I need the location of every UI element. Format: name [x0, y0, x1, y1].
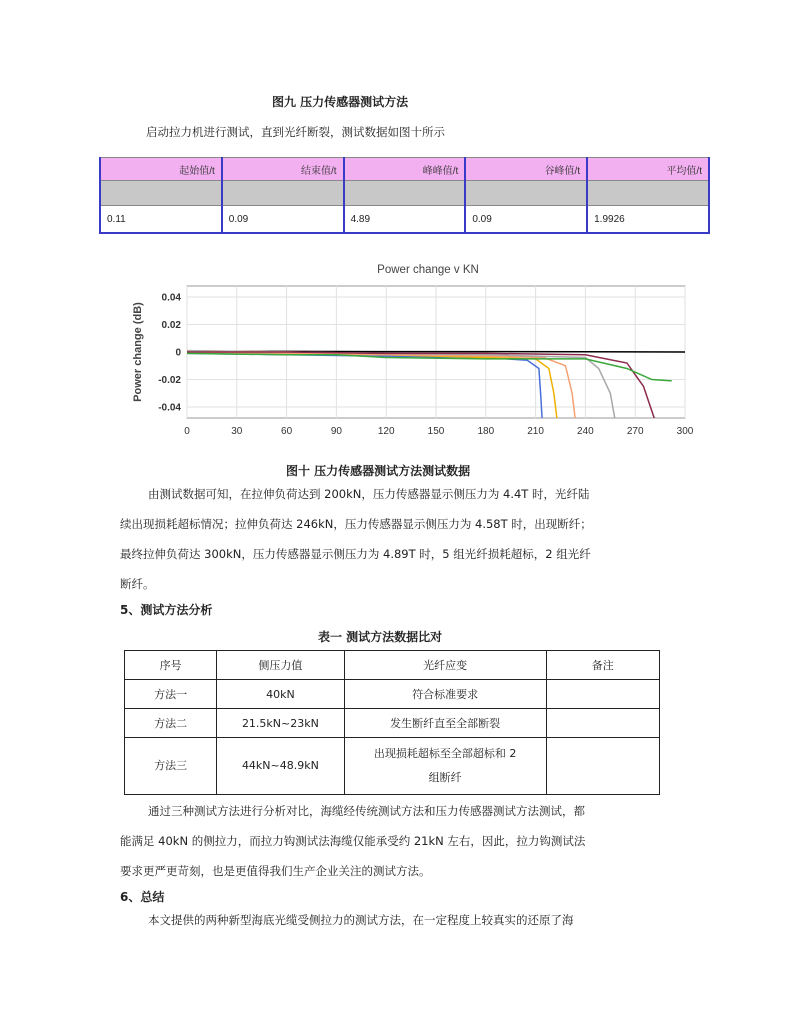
- fiber-strain-value: 符合标准要求: [344, 680, 546, 709]
- power-change-chart: [120, 255, 710, 450]
- header-peak-peak: 峰峰值/t: [344, 158, 466, 181]
- figure-9-caption: 图九 压力传感器测试方法: [272, 95, 409, 109]
- paragraph-line: 断纤。: [120, 577, 155, 591]
- analysis-paragraph: [120, 479, 592, 599]
- y-tick-label: 0.04: [161, 292, 181, 304]
- x-tick-label: 90: [330, 426, 342, 437]
- section-6-heading: 6、总结: [120, 890, 165, 904]
- y-tick-label: -0.04: [158, 402, 181, 414]
- fiber-strain-line: 出现损耗超标至全部超标和 2: [373, 747, 517, 760]
- x-tick-label: 30: [231, 426, 243, 437]
- paragraph-line: 通过三种测试方法进行分析对比，海缆经传统测试方法和压力传感器测试方法测试，都: [148, 804, 585, 818]
- header-average: 平均值/t: [587, 158, 709, 181]
- header-fiber-strain: 光纤应变: [344, 651, 546, 680]
- y-axis-label: Power change (dB): [132, 302, 144, 402]
- method-name: 方法一: [125, 680, 217, 709]
- value-start: 0.11: [100, 206, 222, 234]
- paragraph-line: 要求更严更苛刻，也是更值得我们生产企业关注的测试方法。: [120, 864, 431, 878]
- comparison-header-row: [125, 651, 660, 680]
- x-tick-label: 180: [477, 426, 495, 437]
- paragraph-line: 最终拉伸负荷达 300kN，压力传感器显示侧压力为 4.89T 时，5 组光纤损耗超标，2 组光纤: [120, 547, 591, 561]
- value-average: 1.9926: [587, 206, 709, 234]
- remarks-value: [546, 738, 659, 795]
- fiber-strain-line: 组断纤: [428, 771, 462, 784]
- side-pressure-value: 44kN~48.9kN: [217, 738, 344, 795]
- x-tick-label: 60: [281, 426, 293, 437]
- fiber-strain-value: 发生断纤直至全部断裂: [344, 709, 546, 738]
- x-tick-label: 210: [527, 426, 544, 437]
- value-valley-peak: 0.09: [465, 206, 587, 234]
- result-table-blank-row: [100, 181, 709, 206]
- header-index: 序号: [125, 651, 217, 680]
- header-start-value: 起始值/t: [100, 158, 222, 181]
- x-tick-label: 240: [577, 426, 594, 437]
- table-1-caption: 表一 测试方法数据比对: [318, 630, 443, 644]
- paragraph-line: 本文提供的两种新型海底光缆受侧拉力的测试方法，在一定程度上较真实的还原了海: [148, 913, 574, 927]
- header-valley-peak: 谷峰值/t: [465, 158, 587, 181]
- x-tick-label: 0: [184, 426, 190, 437]
- summary-paragraph: [120, 905, 574, 935]
- y-tick-label: 0: [175, 347, 181, 359]
- section-5-heading: 5、测试方法分析: [120, 603, 213, 617]
- y-tick-label: -0.02: [158, 375, 181, 386]
- intro-text: 启动拉力机进行测试，直到光纤断裂，测试数据如图十所示: [146, 125, 445, 139]
- table-row: [125, 709, 660, 738]
- comparison-table: [124, 650, 660, 795]
- header-remarks: 备注: [546, 651, 659, 680]
- x-tick-label: 150: [427, 426, 445, 437]
- chart-title: Power change v KN: [377, 264, 479, 276]
- remarks-value: [546, 709, 659, 738]
- result-table-values-row: [100, 206, 709, 234]
- table-row: [125, 738, 660, 795]
- y-tick-label: 0.02: [161, 320, 181, 331]
- fiber-strain-value: [344, 738, 546, 795]
- x-tick-label: 270: [626, 426, 644, 437]
- x-tick-label: 120: [377, 426, 395, 437]
- method-name: 方法三: [125, 738, 217, 795]
- method-name: 方法二: [125, 709, 217, 738]
- value-peak-peak: 4.89: [344, 206, 466, 234]
- remarks-value: [546, 680, 659, 709]
- paragraph-line: 能满足 40kN 的侧拉力，而拉力钩测试法海缆仅能承受约 21kN 左右，因此，拉力钩测试法: [120, 834, 586, 848]
- table-row: [125, 680, 660, 709]
- header-end-value: 结束值/t: [222, 158, 344, 181]
- comparison-paragraph: [120, 796, 585, 886]
- result-table-header-row: [100, 158, 709, 181]
- figure-10-caption: 图十 压力传感器测试方法测试数据: [286, 464, 471, 478]
- x-tick-label: 300: [676, 426, 694, 437]
- value-end: 0.09: [222, 206, 344, 234]
- paragraph-line: 由测试数据可知，在拉伸负荷达到 200kN，压力传感器显示侧压力为 4.4T 时，光纤陆: [148, 487, 590, 501]
- header-side-pressure: 侧压力值: [217, 651, 344, 680]
- paragraph-line: 续出现损耗超标情况；拉伸负荷达 246kN，压力传感器显示侧压力为 4.58T 时，出现断纤；: [120, 517, 592, 531]
- side-pressure-value: 21.5kN~23kN: [217, 709, 344, 738]
- side-pressure-value: 40kN: [217, 680, 344, 709]
- result-table: [99, 157, 710, 234]
